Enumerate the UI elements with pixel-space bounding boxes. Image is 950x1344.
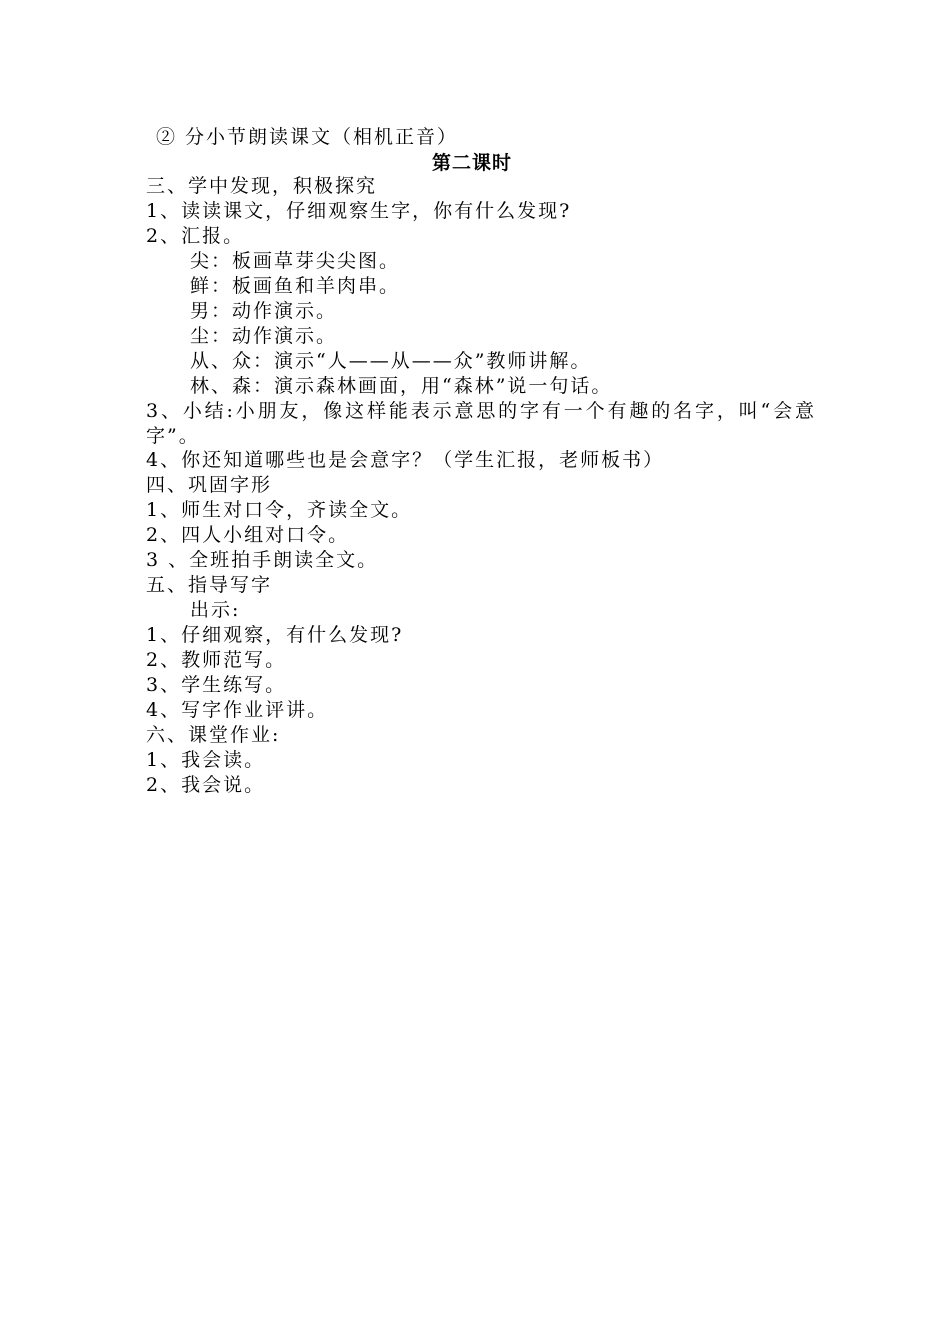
list-item: 2、我会说。 [146, 774, 266, 796]
list-item: 鲜：板画鱼和羊肉串。 [190, 275, 401, 297]
heading-four: 四、巩固字形 [146, 474, 273, 496]
list-item: 4、你还知道哪些也是会意字？（学生汇报，老师板书） [146, 449, 665, 471]
list-item: 1、仔细观察，有什么发现? [146, 624, 404, 646]
list-item: 4、写字作业评讲。 [146, 699, 329, 721]
section-title: 第二课时 [432, 152, 513, 174]
list-item: 2、教师范写。 [146, 649, 287, 671]
list-item: 尘：动作演示。 [190, 325, 338, 347]
list-item: 2、四人小组对口令。 [146, 524, 350, 546]
reading-step-line: ② 分小节朗读课文（相机正音） [156, 126, 459, 148]
list-item: 3 、全班拍手朗读全文。 [146, 549, 379, 571]
list-item: 尖：板画草芽尖尖图。 [190, 250, 401, 272]
list-item: 1、读读课文，仔细观察生字，你有什么发现? [146, 200, 572, 222]
heading-five: 五、指导写字 [146, 574, 273, 596]
list-item: 林、森：演示森林画面，用“森林”说一句话。 [190, 375, 613, 397]
heading-three: 三、学中发现，积极探究 [146, 175, 378, 197]
list-item: 从、众：演示“人——从——众”教师讲解。 [190, 350, 592, 372]
list-item: 男：动作演示。 [190, 300, 338, 322]
heading-six: 六、课堂作业: [146, 724, 281, 746]
list-item: 1、师生对口令，齐读全文。 [146, 499, 413, 521]
list-item: 出示: [190, 599, 241, 621]
summary-paragraph: 3、小结:小朋友，像这样能表示意思的字有一个有趣的名字，叫“会意字”。 [146, 400, 816, 447]
list-item: 1、我会读。 [146, 749, 266, 771]
list-item: 3、学生练写。 [146, 674, 287, 696]
list-item: 2、汇报。 [146, 225, 245, 247]
